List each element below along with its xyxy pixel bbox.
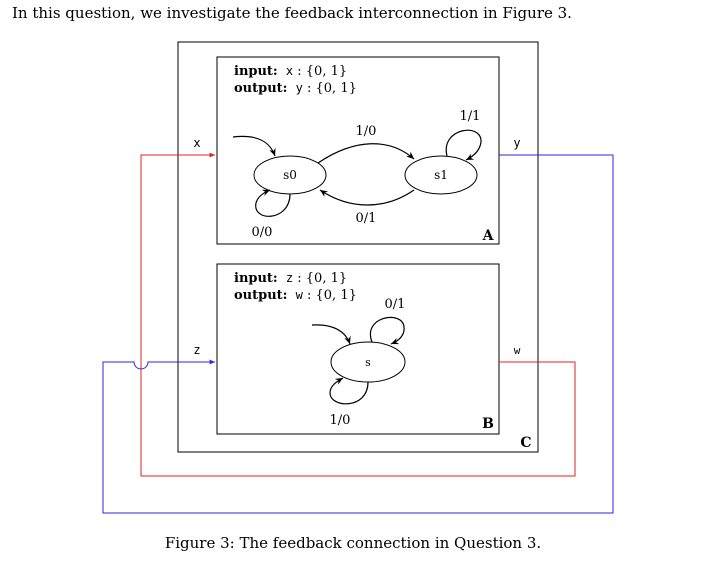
machine-a-input-label: input: x : {0, 1} <box>234 64 348 79</box>
machine-a-output-label: output: y : {0, 1} <box>234 81 357 96</box>
transition-s0-self-label: 0/0 <box>251 225 273 240</box>
initial-arrow-s0 <box>233 136 275 156</box>
transition-s1-s0-label: 0/1 <box>355 211 377 226</box>
intro-text: In this question, we investigate the feedback interconnection in Figure 3. <box>12 4 572 22</box>
machine-b-input-label: input: z : {0, 1} <box>234 271 348 286</box>
machine-a-name: A <box>482 228 494 244</box>
machine-b-name: B <box>482 416 494 432</box>
state-s1-label: s1 <box>434 168 448 182</box>
transition-s1-self-label: 1/1 <box>459 109 481 124</box>
port-y-label: y <box>513 136 521 150</box>
transition-s1-s0 <box>320 190 414 205</box>
transition-s-top-self <box>370 317 404 344</box>
initial-arrow-s <box>312 325 350 344</box>
port-w-label: w <box>513 344 521 357</box>
transition-s1-self <box>446 130 481 160</box>
port-z-label: z <box>193 343 201 357</box>
composite-name: C <box>520 435 532 451</box>
feedback-wire-w-to-x <box>141 155 575 476</box>
transition-s-top-self-label: 0/1 <box>384 297 406 312</box>
state-s0-label: s0 <box>283 168 297 182</box>
composite-box-c <box>178 42 538 452</box>
feedback-wire-y-to-z <box>103 155 613 513</box>
transition-s0-s1 <box>318 144 414 163</box>
port-x-label: x <box>193 136 201 150</box>
figure-caption: Figure 3: The feedback connection in Question 3. <box>164 534 542 552</box>
transition-s-bottom-self-label: 1/0 <box>329 413 351 428</box>
transition-s0-s1-label: 1/0 <box>355 124 377 139</box>
machine-b-output-label: output: w : {0, 1} <box>234 288 357 303</box>
state-s-label: s <box>365 356 371 369</box>
